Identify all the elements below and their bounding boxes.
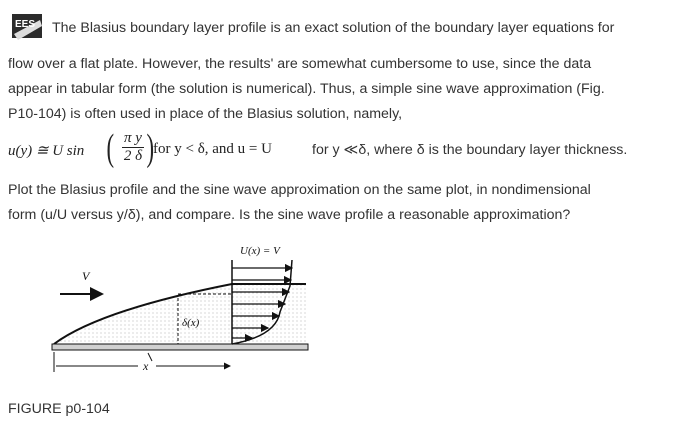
problem-line-1: The Blasius boundary layer profile is an exact solution of the boundary layer equations for (52, 20, 615, 36)
label-delta: δ(x) (182, 317, 200, 329)
ees-logo-icon (10, 12, 46, 42)
equation-condition-2: for y ≪δ, where δ is the boundary layer thickness. (312, 142, 628, 158)
equation-lhs: u(y) ≅ U sin (8, 143, 85, 159)
problem-line-4: P10-104) is often used in place of the Blasius solution, namely, (8, 106, 403, 122)
problem-line-3: appear in tabular form (the solution is numerical). Thus, a simple sine wave approximation (Fig. (8, 81, 605, 97)
label-x: x (143, 359, 149, 373)
flat-plate (52, 344, 308, 350)
equation-condition-1: for y < δ, and u = U (153, 141, 272, 157)
problem-line-2: flow over a flat plate. However, the results' are somewhat cumbersome to use, since the data (8, 56, 592, 72)
fraction-denominator: 2 δ (123, 148, 143, 164)
figure-caption: FIGURE p0-104 (8, 401, 110, 417)
fraction-numerator: π y (124, 130, 142, 146)
equation-fraction (120, 130, 146, 165)
problem-line-6: form (u/U versus y/δ), and compare. Is the sine wave profile a reasonable approximation? (8, 207, 571, 223)
boundary-layer-figure (40, 240, 320, 380)
label-v: V (82, 269, 90, 283)
logo-letters: EES (15, 19, 36, 30)
label-ux: U(x) = V (240, 245, 280, 257)
problem-line-5: Plot the Blasius profile and the sine wave approximation on the same plot, in nondimensional (8, 182, 591, 198)
